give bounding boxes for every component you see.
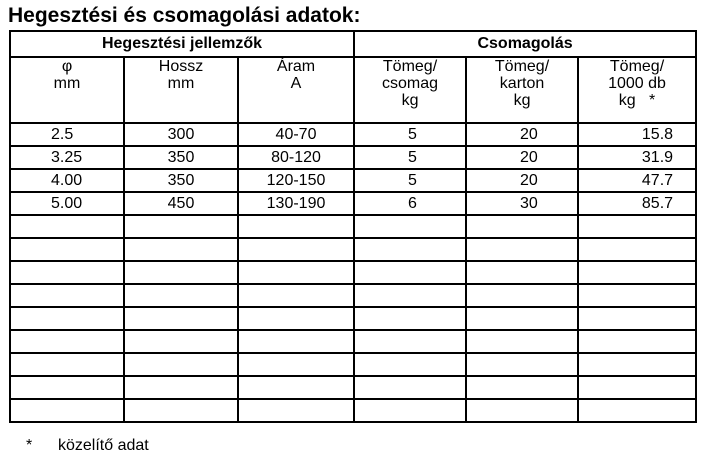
empty-cell [354, 261, 466, 284]
cell-diameter: 2.5 [10, 123, 124, 146]
table-body [10, 123, 696, 422]
empty-cell [238, 330, 354, 353]
empty-cell [354, 376, 466, 399]
empty-table-row [10, 399, 696, 422]
empty-cell [238, 399, 354, 422]
empty-cell [238, 376, 354, 399]
cell-diameter: 4.00 [10, 169, 124, 192]
length-label: Hossz [158, 58, 204, 75]
empty-cell [578, 215, 696, 238]
table-row [10, 169, 696, 192]
weight-1000-label-1: Tömeg/ [609, 58, 665, 75]
empty-cell [354, 307, 466, 330]
table-row [10, 146, 696, 169]
footnote-symbol: * [26, 437, 33, 454]
column-header-weight-1000 [578, 57, 696, 123]
empty-cell [238, 215, 354, 238]
empty-cell [466, 399, 578, 422]
column-header-row [10, 57, 696, 123]
empty-cell [578, 330, 696, 353]
cell-weight-pack: 5 [354, 169, 466, 192]
empty-cell [578, 261, 696, 284]
cell-weight-1000: 31.9 [578, 146, 696, 169]
weight-1000-unit: kg * [618, 92, 656, 109]
empty-cell [124, 307, 238, 330]
empty-cell [10, 238, 124, 261]
group-header-packaging: Csomagolás [354, 31, 696, 57]
empty-cell [466, 215, 578, 238]
welding-packaging-table [9, 30, 697, 423]
empty-table-row [10, 376, 696, 399]
cell-current: 130-190 [238, 192, 354, 215]
group-header-row [10, 31, 696, 57]
empty-cell [466, 353, 578, 376]
empty-table-row [10, 238, 696, 261]
weight-carton-label-2: karton [499, 75, 545, 92]
column-header-diameter [10, 57, 124, 123]
empty-table-row [10, 284, 696, 307]
cell-current: 80-120 [238, 146, 354, 169]
empty-cell [238, 284, 354, 307]
current-unit: A [290, 75, 302, 92]
empty-table-row [10, 353, 696, 376]
cell-weight-pack: 6 [354, 192, 466, 215]
empty-cell [124, 376, 238, 399]
empty-cell [354, 284, 466, 307]
empty-cell [124, 330, 238, 353]
empty-cell [466, 238, 578, 261]
cell-weight-pack: 5 [354, 123, 466, 146]
empty-cell [124, 353, 238, 376]
cell-weight-1000: 15.8 [578, 123, 696, 146]
empty-cell [10, 353, 124, 376]
group-header-welding: Hegesztési jellemzők [10, 31, 354, 57]
cell-current: 120-150 [238, 169, 354, 192]
empty-cell [10, 307, 124, 330]
empty-cell [124, 261, 238, 284]
cell-weight-1000: 85.7 [578, 192, 696, 215]
cell-diameter: 5.00 [10, 192, 124, 215]
empty-cell [354, 238, 466, 261]
empty-cell [578, 307, 696, 330]
empty-cell [466, 261, 578, 284]
empty-cell [10, 376, 124, 399]
weight-pack-label-1: Tömeg/ [382, 58, 438, 75]
table-row [10, 192, 696, 215]
empty-cell [10, 284, 124, 307]
empty-cell [354, 399, 466, 422]
cell-length: 350 [124, 169, 238, 192]
empty-cell [10, 261, 124, 284]
current-label: Áram [276, 58, 316, 75]
empty-cell [354, 330, 466, 353]
cell-weight-pack: 5 [354, 146, 466, 169]
empty-cell [354, 215, 466, 238]
empty-cell [578, 284, 696, 307]
diameter-unit: mm [53, 75, 81, 92]
empty-cell [578, 238, 696, 261]
empty-table-row [10, 215, 696, 238]
empty-table-row [10, 307, 696, 330]
length-unit: mm [167, 75, 195, 92]
table-row [10, 123, 696, 146]
empty-cell [466, 330, 578, 353]
empty-table-row [10, 330, 696, 353]
column-header-length [124, 57, 238, 123]
empty-cell [124, 284, 238, 307]
empty-table-row [10, 261, 696, 284]
empty-cell [238, 238, 354, 261]
empty-cell [10, 399, 124, 422]
weight-1000-label-2: 1000 db [608, 75, 666, 92]
cell-weight-1000: 47.7 [578, 169, 696, 192]
column-header-current [238, 57, 354, 123]
footnote-text: közelítő adat [58, 437, 149, 454]
cell-weight-carton: 20 [466, 123, 578, 146]
empty-cell [124, 215, 238, 238]
empty-cell [578, 376, 696, 399]
empty-cell [578, 353, 696, 376]
cell-length: 350 [124, 146, 238, 169]
empty-cell [238, 307, 354, 330]
weight-carton-label-1: Tömeg/ [494, 58, 550, 75]
cell-diameter: 3.25 [10, 146, 124, 169]
empty-cell [10, 215, 124, 238]
cell-weight-carton: 20 [466, 146, 578, 169]
empty-cell [578, 399, 696, 422]
empty-cell [466, 307, 578, 330]
empty-cell [466, 376, 578, 399]
empty-cell [124, 399, 238, 422]
diameter-symbol: φ [61, 58, 73, 75]
empty-cell [238, 261, 354, 284]
cell-current: 40-70 [238, 123, 354, 146]
cell-weight-carton: 30 [466, 192, 578, 215]
empty-cell [124, 238, 238, 261]
page-title: Hegesztési és csomagolási adatok: [8, 4, 361, 27]
empty-cell [354, 353, 466, 376]
empty-cell [466, 284, 578, 307]
empty-cell [10, 330, 124, 353]
cell-length: 450 [124, 192, 238, 215]
cell-weight-carton: 20 [466, 169, 578, 192]
weight-carton-unit: kg [513, 92, 531, 109]
empty-cell [238, 353, 354, 376]
column-header-weight-carton [466, 57, 578, 123]
weight-pack-label-2: csomag [382, 75, 439, 92]
footnote [26, 437, 149, 455]
column-header-weight-pack [354, 57, 466, 123]
weight-pack-unit: kg [401, 92, 419, 109]
cell-length: 300 [124, 123, 238, 146]
